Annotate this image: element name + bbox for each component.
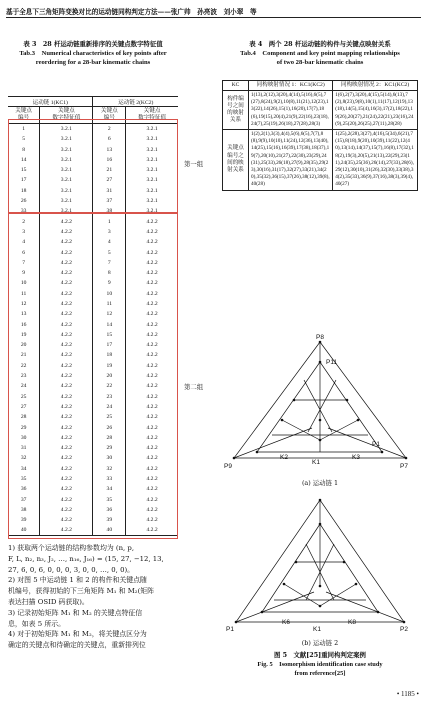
table-cell: 25 [8, 392, 40, 402]
table-cell: 3 [8, 227, 40, 237]
table-cell: 16 [93, 155, 126, 165]
table-cell: 21 [8, 350, 40, 360]
table-cell: 4.2.2 [146, 465, 158, 472]
table-cell: 3.2.1 [146, 208, 158, 215]
table-cell: 26 [8, 196, 40, 206]
table-cell: 4.2.2 [40, 340, 93, 350]
table-cell: 10 [8, 278, 40, 288]
table-cell: 39 [93, 515, 126, 525]
table-cell: 25 [93, 412, 126, 422]
table-cell: 4.2.2 [40, 402, 93, 412]
table-cell: 4.2.2 [40, 505, 93, 515]
table4-caption-en-1: Tab.4 Component and key point mapping relationships [240, 50, 400, 57]
svg-text:P9: P9 [224, 463, 232, 470]
table-cell: 40 [8, 525, 40, 535]
figure5b-diagram [222, 496, 418, 636]
table-cell: 8 [93, 268, 126, 278]
table-cell: 4.2.2 [40, 258, 93, 268]
table-cell: 3.2.1 [40, 165, 93, 175]
table-cell: 4.2.2 [146, 486, 158, 493]
body-line: 确定的关键点和待确定的关键点，重新排列位 [8, 641, 146, 650]
body-line: 3) 记录初始矩阵 M₁ 和 M₂ 的关键点特征信 [8, 608, 143, 617]
table-cell: 29 [93, 443, 126, 453]
table-cell: 11 [93, 299, 126, 309]
table-cell: 4.2.2 [146, 434, 158, 441]
table-cell: 3 [93, 227, 126, 237]
table3-col-header: 关键点 数字特征值 [40, 107, 93, 124]
table-cell: 6 [8, 247, 40, 257]
table3-group-header: 运动链 1(KC1) [8, 97, 93, 107]
table-cell: 9 [93, 278, 126, 288]
table-cell: 3.2.1 [146, 167, 158, 174]
table-cell: 4.2.2 [40, 422, 93, 432]
table-cell: 4.2.2 [40, 494, 93, 504]
svg-text:K3: K3 [352, 454, 360, 461]
group1-label: 第一组 [184, 160, 204, 168]
table-cell: 19 [93, 361, 126, 371]
table-cell: 4.2.2 [40, 319, 93, 329]
table-cell: 4.2.2 [146, 352, 158, 359]
table-cell: 32 [93, 464, 126, 474]
table-cell: 36 [93, 505, 126, 515]
table-cell: 30 [8, 433, 40, 443]
table-cell: 4.2.2 [146, 321, 158, 328]
table-cell: 3.2.1 [146, 136, 158, 143]
table-cell: 4.2.2 [40, 453, 93, 463]
body-line: 2) 对图 5 中运动链 1 和 2 的构件和关键点随 [8, 576, 147, 585]
table-cell: 24 [93, 402, 126, 412]
table-cell: 13 [93, 144, 126, 154]
table-cell: 4.2.2 [40, 433, 93, 443]
figure5a-diagram [222, 334, 418, 475]
table4-header-map2: 同构映射情况 2：KC1(KC2) [333, 81, 418, 91]
table-cell: 4.2.2 [146, 506, 158, 513]
table-cell: 28 [93, 433, 126, 443]
table-cell: 31 [8, 443, 40, 453]
table-cell: 35 [8, 474, 40, 484]
figure5-caption-zh: 图 5 文献[25]重同构判定案例 [274, 651, 366, 659]
table-cell: 4 [8, 237, 40, 247]
table-cell: 4.2.2 [146, 414, 158, 421]
table-cell: 22 [93, 381, 126, 391]
table-cell: 11 [8, 289, 40, 299]
table-cell: 3.2.1 [146, 198, 158, 205]
table-cell: 27 [93, 175, 126, 185]
svg-text:P1: P1 [372, 441, 380, 448]
table-cell: 4.2.2 [40, 371, 93, 381]
figure5a-caption: (a) 运动链 1 [301, 479, 339, 487]
table-cell: 4.2.2 [40, 464, 93, 474]
table-cell: 4.2.2 [146, 270, 158, 277]
figure5b-caption: (b) 运动链 2 [301, 639, 339, 647]
group1-box [8, 119, 178, 213]
table3-col-header: 关键点 数字特征值 [126, 107, 178, 124]
table-cell: 4.2.2 [40, 484, 93, 494]
svg-text:K1: K1 [312, 459, 320, 466]
table-cell: 4.2.2 [40, 309, 93, 319]
body-line: 表达扫描 OSID 码获取)。 [8, 597, 89, 606]
table-cell: 4.2.2 [146, 311, 158, 318]
table4-row-label: 构件编号之间的映射关系 [223, 91, 249, 130]
table-cell: 9 [8, 268, 40, 278]
table-cell: 34 [8, 464, 40, 474]
table-cell: 4.2.2 [40, 474, 93, 484]
figure5-caption [222, 651, 418, 678]
table-cell: 4.2.2 [146, 517, 158, 524]
table-cell: 8 [8, 144, 40, 154]
table-cell: 3.2.1 [40, 134, 93, 144]
table-cell: 33 [8, 206, 40, 216]
body-line: F, L, n₂, n₃, J₂, …, n₁₆, J₁₆) = (15, 27, −12, 13, [8, 554, 164, 563]
table-cell: 35 [93, 494, 126, 504]
figure5-caption-en-2: from reference[25] [294, 670, 346, 677]
table-cell: 3.2.1 [146, 146, 158, 153]
table3-caption [8, 40, 178, 67]
table-cell: 4.2.2 [146, 373, 158, 380]
table-cell: 4.2.2 [40, 237, 93, 247]
body-text [8, 543, 214, 651]
table-cell: 18 [8, 186, 40, 196]
group2-label: 第二组 [184, 383, 204, 391]
table-cell: 14 [8, 155, 40, 165]
svg-text:K1: K1 [313, 626, 321, 633]
group2-box [8, 213, 178, 539]
table-cell: 4.2.2 [40, 392, 93, 402]
table3-col-header: 关键点 编号 [8, 107, 40, 124]
table-cell: 17 [93, 340, 126, 350]
table-cell: 37 [8, 494, 40, 504]
table-cell: 4.2.2 [40, 330, 93, 340]
figure5-caption-en-1: Fig. 5 Isomorphism identification case study [257, 661, 383, 668]
table-cell: 31 [93, 186, 126, 196]
body-line: 1) 获取两个运动链的结构参数均为 (n, p, [8, 544, 135, 552]
table-cell: 38 [93, 206, 126, 216]
table-cell: 24 [8, 381, 40, 391]
table-cell: 4.2.2 [146, 331, 158, 338]
svg-text:K8: K8 [348, 619, 356, 626]
table-cell: 4.2.2 [146, 249, 158, 256]
table-cell: 4.2.2 [146, 300, 158, 307]
table-cell: 4.2.2 [40, 525, 93, 535]
table-cell: 4.2.2 [146, 218, 158, 225]
table-cell: 1 [93, 216, 126, 226]
table4-caption-zh: 表 4 两个 28 杆运动链的构件与关键点映射关系 [249, 40, 391, 48]
table-cell: 37 [93, 196, 126, 206]
svg-text:P7: P7 [400, 463, 408, 470]
table-cell: 10 [93, 289, 126, 299]
table-cell: 7 [93, 258, 126, 268]
table-cell: 23 [93, 392, 126, 402]
table-cell: 4.2.2 [40, 412, 93, 422]
table-cell: 2 [93, 124, 126, 134]
table-cell: 20 [8, 340, 40, 350]
table-cell: 3.2.1 [146, 187, 158, 194]
table-cell: 18 [93, 350, 126, 360]
body-line: 4) 对于初始矩阵 M₁ 和 M₂，将关键点区分为 [8, 630, 147, 639]
table-cell: 34 [93, 484, 126, 494]
table3-caption-en-2: reordering for a 28-bar kinematic chains [35, 59, 151, 66]
table-cell: 39 [8, 515, 40, 525]
table-cell: 23 [8, 371, 40, 381]
table-cell: 32 [8, 453, 40, 463]
table4-header-kc: KC [223, 81, 249, 91]
svg-text:P11: P11 [326, 359, 338, 366]
table3-caption-zh: 表 3 28 杆运动链重新排序的关键点数字特征值 [23, 40, 163, 48]
table-cell: 21 [93, 165, 126, 175]
table4-cell-map1: 1(2),2(1),3(3),4(4),5(6),6(5),7(7),8(8),9(9),10(10),11(24),12(36),13(40),14(25),15(16),16(39),17(38),18(37),19(7),20(10),21(27),22(30),23(29),24(31),25(33),26(18),27(9),28(35),29(23),30(16),31(17),32(27),33(21),34(20),35(32),36(15),37(26),38(12),39(8),40(28) [249, 130, 333, 191]
table-cell: 3.2.1 [40, 196, 93, 206]
table-cell: 4.2.2 [40, 350, 93, 360]
table-cell: 15 [93, 330, 126, 340]
table-cell: 16 [8, 319, 40, 329]
table-cell: 3.2.1 [40, 124, 93, 134]
table-cell: 4.2.2 [40, 247, 93, 257]
table-cell: 7 [8, 258, 40, 268]
table-cell: 33 [93, 474, 126, 484]
svg-text:K6: K6 [282, 619, 290, 626]
table-cell: 12 [93, 309, 126, 319]
table4-cell-map2: 1(6),2(7),3(20),4(15),5(14),6(13),7(2),8(23),9(8),10(1),11(17),12(19),13(18),14(5),15(4),16(3),17(2),18(22),19(26),20(27),21(24),22(21),23(16),24(9),25(20),26(25),27(11),28(28) [333, 91, 418, 130]
svg-text:P1: P1 [226, 626, 234, 633]
table-cell: 4.2.2 [146, 259, 158, 266]
table4-header-map1: 同构映射情况 1：KC1(KC2) [249, 81, 333, 91]
table-cell: 4.2.2 [40, 515, 93, 525]
table-cell: 4.2.2 [146, 228, 158, 235]
table-cell: 4.2.2 [40, 289, 93, 299]
table-cell: 15 [8, 165, 40, 175]
table-cell: 13 [8, 309, 40, 319]
table-cell: 36 [8, 484, 40, 494]
table-cell: 4.2.2 [146, 280, 158, 287]
table-cell: 26 [93, 422, 126, 432]
table-cell: 4.2.2 [40, 361, 93, 371]
table-cell: 2 [8, 216, 40, 226]
page-number: • 1185 • [396, 690, 419, 698]
table-cell: 3.2.1 [40, 144, 93, 154]
table-cell: 5 [8, 134, 40, 144]
table4-row-label: 关键点编号之间的映射关系 [223, 130, 249, 191]
table-cell: 3.2.1 [146, 177, 158, 184]
table4-caption [222, 40, 418, 67]
table-cell: 40 [93, 525, 126, 535]
table-cell: 3.2.1 [146, 126, 158, 133]
table-cell: 3.2.1 [40, 206, 93, 216]
table4 [222, 80, 418, 191]
table-cell: 4.2.2 [40, 268, 93, 278]
table-cell: 6 [93, 134, 126, 144]
table-cell: 4.2.2 [146, 362, 158, 369]
table-cell: 22 [8, 361, 40, 371]
svg-text:P8: P8 [316, 334, 324, 341]
body-line: 息，如表 5 所示。 [8, 619, 65, 628]
table-cell: 4.2.2 [146, 290, 158, 297]
table-cell: 3.2.1 [40, 186, 93, 196]
table-cell: 4.2.2 [146, 476, 158, 483]
running-header-text: 基于全息下三角矩阵变换对比的运动链同构判定方法——张广帅 孙亮波 刘小翠 等 [6, 7, 257, 16]
table-cell: 4.2.2 [146, 496, 158, 503]
table-cell: 4.2.2 [40, 227, 93, 237]
table-cell: 4.2.2 [146, 424, 158, 431]
table3-col-header: 关键点 编号 [93, 107, 126, 124]
table-cell: 27 [8, 402, 40, 412]
table-cell: 28 [8, 412, 40, 422]
table-cell: 20 [93, 371, 126, 381]
table-cell: 4.2.2 [40, 381, 93, 391]
table-cell: 4.2.2 [146, 393, 158, 400]
table-cell: 1 [8, 124, 40, 134]
table4-caption-en-2: of two 28-bar kinematic chains [276, 59, 364, 66]
table-cell: 4.2.2 [146, 403, 158, 410]
table-cell: 38 [8, 505, 40, 515]
table-cell: 4.2.2 [146, 342, 158, 349]
table-cell: 3.2.1 [40, 175, 93, 185]
table-cell: 4.2.2 [146, 383, 158, 390]
table-cell: 3.2.1 [40, 155, 93, 165]
table-cell: 4.2.2 [146, 445, 158, 452]
table-cell: 12 [8, 299, 40, 309]
table-cell: 4.2.2 [40, 216, 93, 226]
table-cell: 14 [93, 319, 126, 329]
running-header [6, 4, 421, 18]
table-cell: 4.2.2 [126, 525, 178, 535]
table-cell: 29 [8, 422, 40, 432]
table-cell: 4.2.2 [40, 443, 93, 453]
table-cell: 4.2.2 [146, 239, 158, 246]
svg-text:P2: P2 [400, 626, 408, 633]
table3-caption-en-1: Tab.3 Numerical characteristics of key points after [19, 50, 167, 57]
svg-text:K2: K2 [280, 454, 288, 461]
table-cell: 5 [93, 247, 126, 257]
body-line: 机编号，获得初始的下三角矩阵 M₁ 和 M₂(矩阵 [8, 587, 155, 596]
table-cell: 30 [93, 453, 126, 463]
table-cell: 3.2.1 [146, 156, 158, 163]
table-cell: 4.2.2 [40, 299, 93, 309]
table-cell: 4.2.2 [146, 455, 158, 462]
table-cell: 4.2.2 [40, 278, 93, 288]
table3-group-header: 运动链 2(KC2) [93, 97, 178, 107]
table-cell: 17 [8, 175, 40, 185]
body-line: 27, 6, 0, 6, 0, 0, 0, 3, 0, 0, …, 0, 0)。 [8, 565, 135, 574]
table4-cell-map2: 1(25),2(28),3(27),4(16),5(34),6(21),7(15),8(18),9(20),10(39),11(22),12(40),13(14),14(37),15(7),16(8),17(32),18(2),19(3),20(5),21(13),22(29),23(11),24(35),25(36),26(14),27(33),28(6),29(12),30(10),31(26),32(30),33(38),34(2),35(33),36(9),37(16),38(3),39(4),40(27) [333, 130, 418, 191]
table-cell: 4 [93, 237, 126, 247]
table-cell: 19 [8, 330, 40, 340]
table4-cell-map1: 1(13),2(12),3(20),4(14),5(16),6(5),7(27),8(24),9(2),10(8),11(21),12(23),13(22),14(26),15(1),16(20),17(7),18(6),19(15),20(4),21(9),22(16),23(18),24(7),25(19),26(18),27(28),28(3) [249, 91, 333, 130]
